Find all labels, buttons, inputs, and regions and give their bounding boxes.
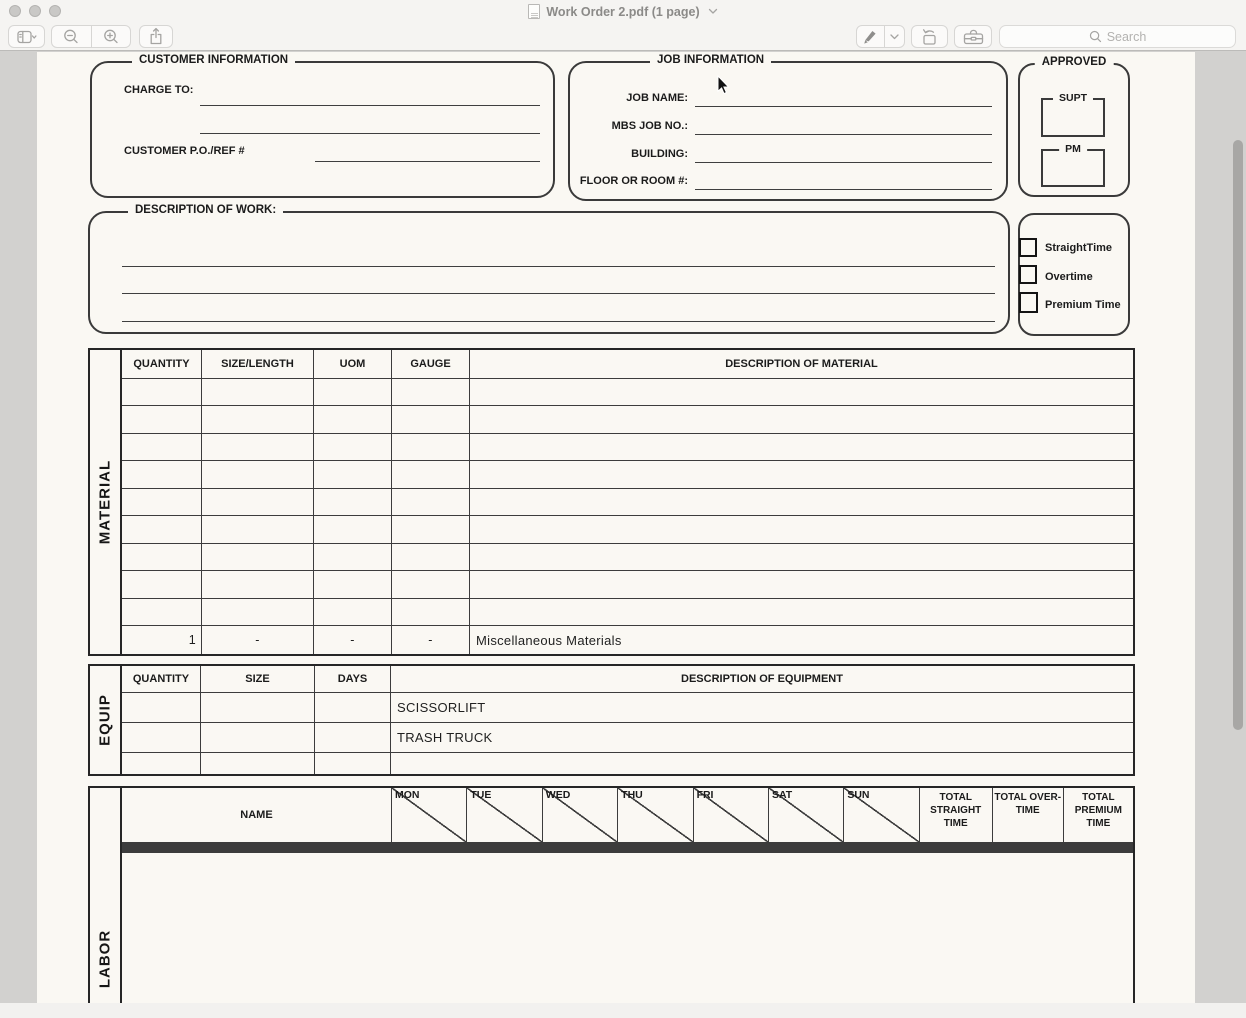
markup-toolbar-button[interactable] (954, 25, 992, 48)
labor-header-wed: WED (543, 788, 618, 842)
labor-header-sun: SUN (844, 788, 919, 842)
empty-cell (122, 516, 202, 542)
pdf-file-icon (528, 4, 540, 19)
empty-cell (314, 461, 392, 487)
empty-cell (122, 599, 202, 625)
equipment-description-cell (391, 753, 1133, 774)
material-summary-quantity: 1 (122, 626, 202, 654)
empty-cell (470, 599, 1133, 625)
empty-cell (315, 693, 391, 722)
markup-dropdown-button[interactable] (885, 26, 904, 47)
labor-header-total-overtime: TOTAL OVER-TIME (993, 788, 1064, 842)
pdf-scroll-area[interactable] (0, 52, 1246, 1003)
equipment-header-days: DAYS (315, 666, 391, 692)
work-line-3 (122, 321, 995, 322)
building-line (695, 162, 992, 163)
labor-header-fri: FRI (694, 788, 769, 842)
labor-header-sat: SAT (769, 788, 844, 842)
material-header-quantity: QUANTITY (122, 350, 202, 378)
equipment-grid (122, 666, 1133, 774)
job-name-label: JOB NAME: (626, 92, 688, 104)
equipment-header-row (122, 666, 1133, 693)
zoom-button-group (51, 25, 131, 48)
zoom-out-button[interactable] (52, 26, 91, 47)
building-label: BUILDING: (631, 148, 688, 160)
empty-cell (202, 489, 314, 515)
empty-table-row (122, 852, 1133, 853)
sidebar-button[interactable] (8, 25, 45, 48)
material-header-uom: UOM (314, 350, 392, 378)
labor-section-label: LABOR (90, 788, 122, 1003)
empty-table-row (122, 599, 1133, 626)
empty-cell (392, 434, 470, 460)
empty-cell (470, 544, 1133, 570)
work-line-2 (122, 293, 995, 294)
approved-box (1018, 56, 1130, 197)
window-title-text: Work Order 2.pdf (1 page) (546, 4, 700, 19)
empty-cell (315, 753, 391, 774)
labor-header-row (122, 788, 1133, 843)
empty-cell (202, 461, 314, 487)
charge-to-line-2 (200, 133, 540, 134)
work-line-1 (122, 266, 995, 267)
empty-cell (314, 379, 392, 405)
customer-info-title: CUSTOMER INFORMATION (132, 54, 295, 66)
premium-time-checkbox[interactable] (1019, 292, 1038, 313)
supt-label: SUPT (1053, 92, 1093, 104)
material-table (88, 348, 1135, 656)
equipment-section-label: EQUIP (90, 666, 122, 774)
empty-table-row (122, 516, 1133, 543)
markup-pen-icon (862, 28, 879, 45)
material-summary-gauge: - (392, 626, 470, 654)
empty-cell (122, 406, 202, 432)
empty-cell (122, 544, 202, 570)
empty-cell (122, 379, 202, 405)
labor-header-mon: MON (392, 788, 467, 842)
labor-table (88, 786, 1135, 1003)
pdf-page (37, 52, 1195, 1003)
equipment-row (122, 693, 1133, 723)
empty-cell (201, 693, 315, 722)
labor-header-name: NAME (122, 788, 392, 842)
labor-header-tue: TUE (467, 788, 542, 842)
po-ref-label: CUSTOMER P.O./REF # (124, 145, 245, 157)
empty-table-row (122, 379, 1133, 406)
empty-cell (470, 489, 1133, 515)
material-summary-size: - (202, 626, 314, 654)
labor-grid (122, 788, 1133, 1003)
supt-sign-box (1041, 92, 1105, 137)
vertical-scrollbar-thumb[interactable] (1233, 140, 1243, 730)
material-header-description: DESCRIPTION OF MATERIAL (725, 358, 878, 370)
empty-table-row (122, 544, 1133, 571)
material-header-gauge: GAUGE (392, 350, 470, 378)
toolbox-icon (963, 28, 984, 46)
empty-cell (470, 406, 1133, 432)
empty-cell (314, 516, 392, 542)
search-icon (1089, 30, 1102, 43)
material-section-label: MATERIAL (90, 350, 122, 654)
charge-to-label: CHARGE TO: (124, 84, 194, 96)
equipment-description-cell: TRASH TRUCK (397, 730, 493, 745)
overtime-checkbox[interactable] (1019, 265, 1037, 284)
empty-cell (470, 516, 1133, 542)
empty-cell (392, 489, 470, 515)
empty-cell (470, 461, 1133, 487)
mbs-job-no-label: MBS JOB NO.: (611, 120, 688, 132)
empty-table-row (122, 489, 1133, 516)
approved-title: APPROVED (1035, 56, 1114, 68)
empty-cell (314, 434, 392, 460)
empty-table-row (122, 406, 1133, 433)
equipment-description-cell: SCISSORLIFT (397, 700, 486, 715)
empty-cell (314, 599, 392, 625)
labor-empty-rows (122, 843, 1133, 853)
labor-header-total-straight: TOTAL STRAIGHT TIME (920, 788, 993, 842)
straight-time-checkbox[interactable] (1019, 238, 1037, 257)
equipment-header-quantity: QUANTITY (122, 666, 201, 692)
pm-sign-box (1041, 143, 1105, 187)
empty-cell (122, 489, 202, 515)
share-icon (148, 27, 164, 46)
empty-cell (122, 723, 201, 752)
empty-cell (315, 723, 391, 752)
empty-cell (470, 571, 1133, 597)
equipment-table (88, 664, 1135, 776)
markup-pen-button[interactable] (857, 26, 884, 47)
empty-cell (202, 599, 314, 625)
empty-cell (202, 571, 314, 597)
po-ref-line (315, 161, 540, 162)
labor-header-thu: THU (618, 788, 693, 842)
material-summary-row (122, 626, 1133, 654)
empty-cell (314, 489, 392, 515)
empty-cell (122, 571, 202, 597)
empty-cell (202, 406, 314, 432)
empty-cell (392, 406, 470, 432)
mouse-cursor (717, 75, 731, 95)
title-chevron-icon[interactable] (708, 8, 718, 15)
floor-room-line (695, 189, 992, 190)
empty-table-row (122, 434, 1133, 461)
share-button[interactable] (139, 25, 173, 48)
rotate-button[interactable] (911, 25, 948, 48)
mbs-job-no-line (695, 134, 992, 135)
empty-table-row (122, 461, 1133, 488)
equipment-row (122, 753, 1133, 774)
empty-cell (470, 434, 1133, 460)
material-summary-uom: - (314, 626, 392, 654)
empty-cell (201, 753, 315, 774)
rotate-icon (920, 27, 939, 46)
zoom-out-icon (62, 28, 80, 46)
equipment-header-size: SIZE (201, 666, 315, 692)
empty-cell (202, 434, 314, 460)
zoom-in-icon (102, 28, 120, 46)
search-field[interactable] (999, 25, 1236, 48)
material-header-size: SIZE/LENGTH (202, 350, 314, 378)
empty-cell (314, 544, 392, 570)
material-header-row (122, 350, 1133, 379)
empty-cell (392, 379, 470, 405)
pm-label: PM (1059, 143, 1087, 155)
empty-cell (202, 379, 314, 405)
titlebar-toolbar (0, 0, 1246, 51)
description-of-work-box (88, 204, 1010, 334)
empty-cell (314, 406, 392, 432)
window-title (0, 3, 1246, 20)
empty-cell (201, 723, 315, 752)
search-placeholder: Search (1106, 29, 1147, 44)
window-bottom-edge (0, 1003, 1246, 1018)
straight-time-label: StraightTime (1045, 242, 1113, 254)
empty-cell (122, 693, 201, 722)
empty-cell (392, 461, 470, 487)
empty-cell (392, 599, 470, 625)
empty-table-row (122, 571, 1133, 598)
zoom-in-button[interactable] (91, 26, 130, 47)
empty-cell (122, 434, 202, 460)
equipment-row (122, 723, 1133, 753)
floor-room-label: FLOOR OR ROOM #: (579, 175, 688, 187)
overtime-label: Overtime (1045, 271, 1093, 283)
empty-cell (392, 571, 470, 597)
charge-to-line-1 (200, 105, 540, 106)
labor-header-total-premium: TOTAL PREMIUM TIME (1074, 792, 1122, 829)
empty-cell (392, 516, 470, 542)
description-of-work-title: DESCRIPTION OF WORK: (128, 204, 283, 216)
material-grid (122, 350, 1133, 654)
markup-button-group (856, 25, 905, 48)
empty-cell (202, 516, 314, 542)
equipment-header-description: DESCRIPTION OF EQUIPMENT (681, 673, 843, 685)
customer-info-box (90, 54, 555, 198)
material-empty-rows (122, 379, 1133, 626)
job-info-title: JOB INFORMATION (650, 54, 771, 66)
material-summary-description: Miscellaneous Materials (476, 632, 622, 648)
empty-cell (122, 753, 201, 774)
empty-cell (122, 461, 202, 487)
empty-cell (392, 544, 470, 570)
empty-cell (314, 571, 392, 597)
empty-cell (202, 544, 314, 570)
premium-time-label: Premium Time (1045, 299, 1121, 311)
job-name-line (695, 106, 992, 107)
chevron-down-icon (890, 34, 899, 40)
empty-cell (470, 379, 1133, 405)
sidebar-icon (17, 29, 37, 45)
